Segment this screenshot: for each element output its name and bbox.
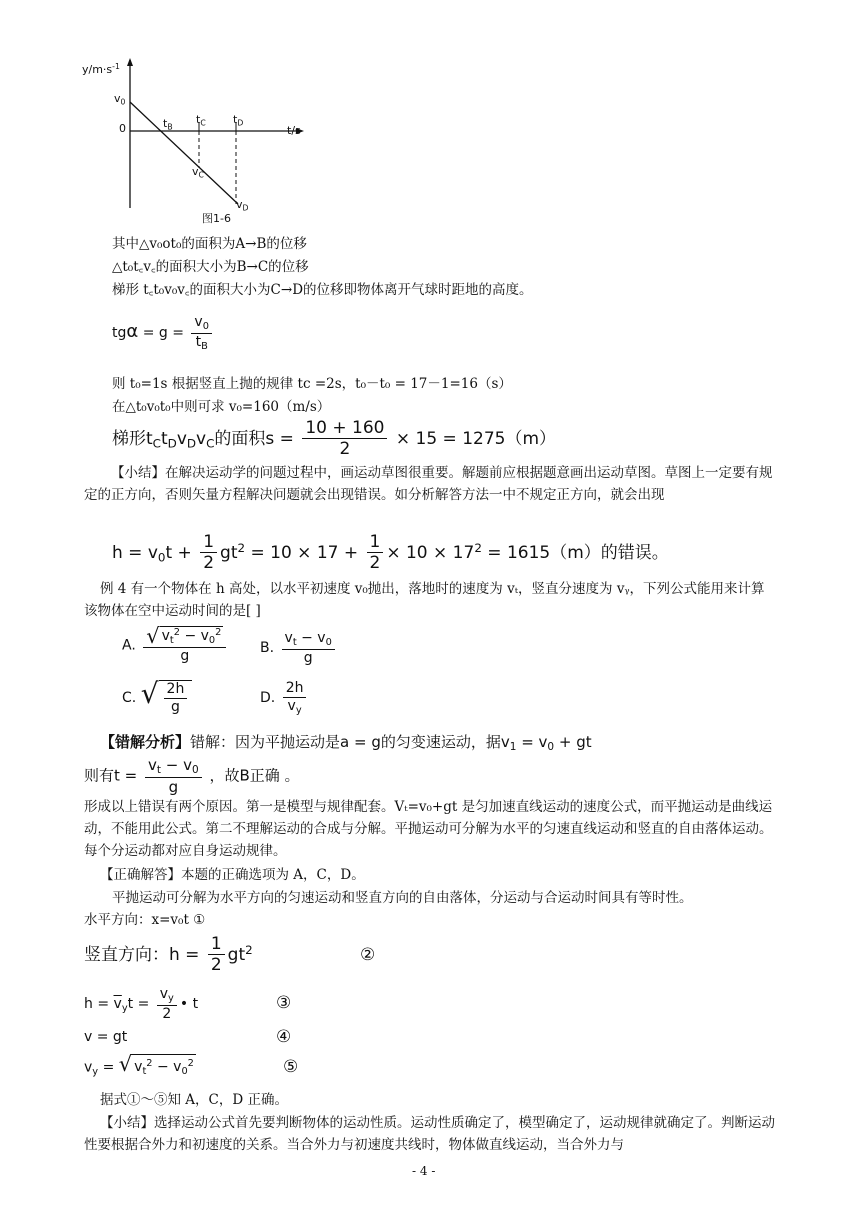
circle-3: ③ <box>276 993 292 1013</box>
page-number: - 4 - <box>412 1164 436 1178</box>
graph-vD-label: $v_D$ <box>236 198 249 213</box>
graph-tB-label: $t_B$ <box>163 117 173 132</box>
graph-tD-label: $t_D$ <box>233 113 244 128</box>
option-a: A. √ $v_t^2 - v_0^2$ g <box>122 626 229 665</box>
circle-5: ⑤ <box>283 1057 299 1077</box>
explanation-paragraph: 形成以上错误有两个原因。第一是模型与规律配套。Vₜ=v₀+gt 是匀加速直线运动的速度公式，而平抛运动是曲线运动，不能用此公式。第二不理解运动的合成与分解。平抛运动可分解为水平的匀速直线运动和竖直的自由落体运动。每个分运动都对应自身运动规律。 <box>84 799 773 859</box>
graph-zero-label: 0 <box>119 122 126 135</box>
text-line: 梯形 t꜀t₀v₀v꜀的面积大小为C→D的位移即物体离开气球时距地的高度。 <box>112 282 533 298</box>
circle-2: ② <box>360 945 376 965</box>
option-d: D. $\frac{2h}{v_y}$ <box>260 680 309 716</box>
conclusion-line: 据式①～⑤知 A，C，D 正确。 <box>100 1092 288 1108</box>
graph-vC-label: $v_C$ <box>192 165 204 180</box>
tg-equation: tgα = g = $\frac{v_0}{t_B}$ <box>112 314 215 352</box>
graph-caption: 图1-6 <box>202 212 231 225</box>
circle-4: ④ <box>276 1027 292 1047</box>
graph-y-label: $y/m\cdot s^{-1}$ <box>82 62 120 76</box>
summary-paragraph-1: 【小结】在解决运动学的问题过程中，画运动草图很重要。解题前应根据题意画出运动草图。草图上一定要有规定的正方向，否则矢量方程解决问题就会出现错误。如分析解答方法一中不规定正方向，就会出现 <box>84 465 773 503</box>
equation-5: $v_y$ = √ $v_t^2 - v_0^2$ <box>84 1054 196 1081</box>
text-line: 其中△v₀ot₀的面积为A→B的位移 <box>112 236 307 252</box>
option-b: B. $\frac{v_t - v_0}{g}$ <box>260 630 338 666</box>
equation-3: $h = \overline{v}_yt$ = $\frac{v_y}{2}$ • t <box>84 986 199 1022</box>
summary-paragraph-2: 【小结】选择运动公式首先要判断物体的运动性质。运动性质确定了，模型确定了，运动规律就确定了。判断运动性要根据合外力和初速度的关系。当合外力与初速度共线时，物体做直线运动，当合外力与 <box>84 1115 775 1153</box>
graph-tC-label: $t_C$ <box>196 113 206 128</box>
text-line: △t₀t꜀v꜀的面积大小为B→C的位移 <box>112 259 309 275</box>
equation-4: v = gt <box>84 1029 128 1045</box>
graph-v0-label: $v_0$ <box>114 92 126 107</box>
velocity-time-graph <box>78 58 318 228</box>
height-error-equation: $h = v_0t$ + $\frac{1}{2}$ $gt^2 = 10 \times 17$ + $\frac{1}{2}$ × $10 \times 17^2 = 1615(m)$的错误。 <box>112 532 669 574</box>
trapezoid-equation: 梯形$t_Ct_Dv_Dv_C$的面积s = $\frac{10 + 160}{2}$ × 15 = 1275（m） <box>112 418 557 460</box>
option-c: C. √ $\frac{2h}{g}$ <box>122 680 192 716</box>
then-line: 则有t = $\frac{v_t - v_0}{g}$ ，故B正确 。 <box>84 756 300 796</box>
text-line: 在△t₀v₀t₀中则可求 v₀=160（m/s） <box>112 399 331 415</box>
error-analysis-line: 【错解分析】错解：因为平抛运动是a = g的匀变速运动，据$v_1 = v_0$ + gt <box>100 733 592 754</box>
correct-answer: 【正确解答】本题的正确选项为 A，C，D。 <box>100 867 365 883</box>
graph-x-label: t/s <box>287 124 301 137</box>
text-line: 则 t₀=1s 根据竖直上抛的规律 tc =2s，t₀－t₀ = 17－1=16（s） <box>112 376 512 392</box>
horizontal-equation: 水平方向：x=v₀t ① <box>84 912 206 928</box>
example-4-question: 例 4 有一个物体在 h 高处，以水平初速度 v₀抛出，落地时的速度为 vₜ，竖直分速度为 vᵧ，下列公式能用来计算该物体在空中运动时间的是[ ] <box>84 581 765 619</box>
decomposition-line: 平抛运动可分解为水平方向的匀速运动和竖直方向的自由落体，分运动与合运动时间具有等时性。 <box>112 890 693 906</box>
vertical-equation: 竖直方向：h = $\frac{1}{2}$ $gt^2$ <box>84 934 253 976</box>
